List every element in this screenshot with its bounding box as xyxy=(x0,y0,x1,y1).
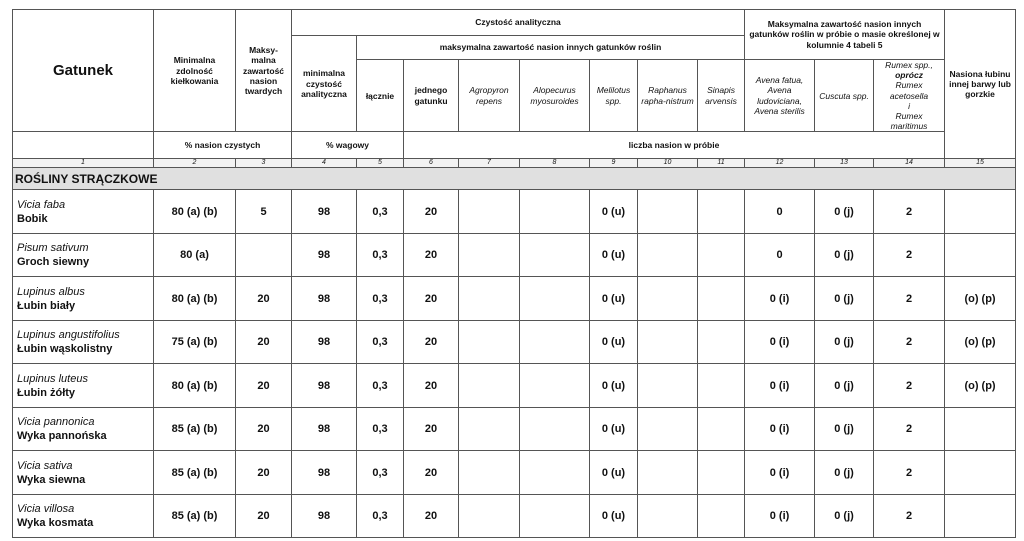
value-cuscuta: 0 (j) xyxy=(815,233,874,277)
rumex-line-3: Rumex acetosella xyxy=(889,80,929,101)
value-avena: 0 (i) xyxy=(745,320,815,364)
value-alopecurus xyxy=(520,277,590,321)
species-latin: Lupinus albus xyxy=(17,285,85,298)
value-raphanus xyxy=(638,233,698,277)
rumex-line-1: Rumex spp., xyxy=(885,60,933,70)
species-polish: Łubin żółty xyxy=(17,386,76,399)
value-single: 20 xyxy=(404,190,459,234)
value-total: 0,3 xyxy=(357,233,404,277)
species-polish: Groch siewny xyxy=(17,256,90,269)
header-min-purity: minimalna czystość analityczna xyxy=(292,36,357,132)
value-total: 0,3 xyxy=(357,364,404,408)
header-cuscuta: Cuscuta spp. xyxy=(815,60,874,132)
unit-pure-seeds: % nasion czystych xyxy=(154,132,292,159)
header-agropyron: Agropyron repens xyxy=(459,60,520,132)
species-latin: Pisum sativum xyxy=(17,242,89,255)
column-number: 10 xyxy=(638,159,698,168)
species-polish: Bobik xyxy=(17,212,48,225)
column-number: 8 xyxy=(520,159,590,168)
table-row xyxy=(13,320,1016,364)
species-latin: Vicia villosa xyxy=(17,503,75,516)
table-row xyxy=(13,494,1016,538)
value-single: 20 xyxy=(404,320,459,364)
column-number: 4 xyxy=(292,159,357,168)
value-cuscuta: 0 (j) xyxy=(815,364,874,408)
value-single: 20 xyxy=(404,494,459,538)
value-sinapis xyxy=(698,407,745,451)
header-single-species: jednego gatunku xyxy=(404,60,459,132)
species-latin: Lupinus angustifolius xyxy=(17,329,120,342)
header-sinapis: Sinapis arvensis xyxy=(698,60,745,132)
species-latin: Vicia sativa xyxy=(17,459,73,472)
species-cell xyxy=(13,277,154,321)
value-avena: 0 xyxy=(745,190,815,234)
value-cuscuta: 0 (j) xyxy=(815,190,874,234)
header-rumex xyxy=(874,60,945,132)
value-single: 20 xyxy=(404,407,459,451)
value-purity: 98 xyxy=(292,407,357,451)
species-cell xyxy=(13,364,154,408)
species-cell xyxy=(13,407,154,451)
value-rumex: 2 xyxy=(874,320,945,364)
value-lupin xyxy=(945,494,1016,538)
value-alopecurus xyxy=(520,407,590,451)
value-melilotus: 0 (u) xyxy=(590,451,638,495)
value-rumex: 2 xyxy=(874,407,945,451)
value-alopecurus xyxy=(520,190,590,234)
species-cell xyxy=(13,190,154,234)
value-sinapis xyxy=(698,451,745,495)
value-agropyron xyxy=(459,277,520,321)
value-sinapis xyxy=(698,364,745,408)
value-melilotus: 0 (u) xyxy=(590,320,638,364)
value-rumex: 2 xyxy=(874,277,945,321)
value-avena: 0 (i) xyxy=(745,407,815,451)
value-lupin xyxy=(945,233,1016,277)
value-hard xyxy=(236,233,292,277)
header-alopecurus: Alopecurus myosuroides xyxy=(520,60,590,132)
header-species: Gatunek xyxy=(13,10,154,132)
column-number: 11 xyxy=(698,159,745,168)
value-alopecurus xyxy=(520,233,590,277)
species-latin: Lupinus luteus xyxy=(17,372,88,385)
value-rumex: 2 xyxy=(874,451,945,495)
species-polish: Łubin biały xyxy=(17,299,76,312)
column-number: 5 xyxy=(357,159,404,168)
value-lupin: (o) (p) xyxy=(945,320,1016,364)
species-cell xyxy=(13,320,154,364)
unit-weight: % wagowy xyxy=(292,132,404,159)
column-number: 9 xyxy=(590,159,638,168)
value-total: 0,3 xyxy=(357,407,404,451)
column-number: 12 xyxy=(745,159,815,168)
value-alopecurus xyxy=(520,494,590,538)
value-germ: 80 (a) (b) xyxy=(154,190,236,234)
header-raphanus: Raphanus rapha-nistrum xyxy=(638,60,698,132)
column-number: 14 xyxy=(874,159,945,168)
value-cuscuta: 0 (j) xyxy=(815,277,874,321)
value-raphanus xyxy=(638,277,698,321)
header-max-other-species: maksymalna zawartość nasion innych gatunków roślin xyxy=(357,36,745,60)
species-latin: Vicia faba xyxy=(17,198,66,211)
value-purity: 98 xyxy=(292,451,357,495)
value-melilotus: 0 (u) xyxy=(590,190,638,234)
value-total: 0,3 xyxy=(357,277,404,321)
value-avena: 0 (i) xyxy=(745,451,815,495)
seed-requirements-document xyxy=(12,9,1016,538)
value-hard: 20 xyxy=(236,364,292,408)
value-melilotus: 0 (u) xyxy=(590,407,638,451)
value-single: 20 xyxy=(404,233,459,277)
value-agropyron xyxy=(459,233,520,277)
value-melilotus: 0 (u) xyxy=(590,277,638,321)
value-melilotus: 0 (u) xyxy=(590,364,638,408)
value-total: 0,3 xyxy=(357,320,404,364)
value-hard: 20 xyxy=(236,407,292,451)
value-rumex: 2 xyxy=(874,364,945,408)
value-agropyron xyxy=(459,407,520,451)
value-germ: 80 (a) (b) xyxy=(154,364,236,408)
value-germ: 75 (a) (b) xyxy=(154,320,236,364)
value-lupin: (o) (p) xyxy=(945,277,1016,321)
table-row xyxy=(13,451,1016,495)
value-sinapis xyxy=(698,320,745,364)
value-raphanus xyxy=(638,494,698,538)
table-row xyxy=(13,190,1016,234)
value-total: 0,3 xyxy=(357,451,404,495)
species-latin: Vicia pannonica xyxy=(17,416,95,429)
table-row xyxy=(13,364,1016,408)
value-avena: 0 (i) xyxy=(745,277,815,321)
value-cuscuta: 0 (j) xyxy=(815,320,874,364)
column-number: 15 xyxy=(945,159,1016,168)
unit-empty-cell xyxy=(13,132,154,159)
rumex-line-5: Rumex maritimus xyxy=(890,110,928,132)
value-purity: 98 xyxy=(292,277,357,321)
value-sinapis xyxy=(698,233,745,277)
header-lupin-colour: Nasiona łubinu innej barwy lub gorzkie xyxy=(945,10,1016,159)
section-title: ROŚLINY STRĄCZKOWE xyxy=(13,168,1016,190)
value-raphanus xyxy=(638,451,698,495)
species-cell xyxy=(13,451,154,495)
table-row xyxy=(13,233,1016,277)
rumex-line-2: oprócz xyxy=(895,70,923,81)
value-lupin xyxy=(945,451,1016,495)
value-raphanus xyxy=(638,190,698,234)
value-purity: 98 xyxy=(292,364,357,408)
column-number: 13 xyxy=(815,159,874,168)
header-total: łącznie xyxy=(357,60,404,132)
column-number: 3 xyxy=(236,159,292,168)
species-polish: Wyka kosmata xyxy=(17,517,94,530)
value-germ: 80 (a) xyxy=(154,233,236,277)
species-polish: Wyka pannońska xyxy=(17,430,107,443)
section-row xyxy=(13,168,1016,190)
value-single: 20 xyxy=(404,451,459,495)
value-purity: 98 xyxy=(292,190,357,234)
value-avena: 0 xyxy=(745,233,815,277)
value-sinapis xyxy=(698,494,745,538)
value-purity: 98 xyxy=(292,320,357,364)
value-hard: 20 xyxy=(236,320,292,364)
value-agropyron xyxy=(459,494,520,538)
species-cell xyxy=(13,494,154,538)
value-melilotus: 0 (u) xyxy=(590,494,638,538)
value-raphanus xyxy=(638,407,698,451)
header-avena: Avena fatua, Avena ludoviciana, Avena sterilis xyxy=(745,60,815,132)
value-lupin xyxy=(945,407,1016,451)
column-number: 1 xyxy=(13,159,154,168)
value-hard: 20 xyxy=(236,494,292,538)
value-purity: 98 xyxy=(292,233,357,277)
value-agropyron xyxy=(459,451,520,495)
value-rumex: 2 xyxy=(874,190,945,234)
value-single: 20 xyxy=(404,277,459,321)
header-melilotus: Melilotus spp. xyxy=(590,60,638,132)
value-rumex: 2 xyxy=(874,494,945,538)
value-sinapis xyxy=(698,190,745,234)
value-agropyron xyxy=(459,190,520,234)
column-number: 2 xyxy=(154,159,236,168)
value-single: 20 xyxy=(404,364,459,408)
header-max-in-sample: Maksymalna zawartość nasion innych gatunków roślin w próbie o masie określonej w kolumnie 4 tabeli 5 xyxy=(745,10,945,60)
value-alopecurus xyxy=(520,451,590,495)
value-melilotus: 0 (u) xyxy=(590,233,638,277)
value-hard: 5 xyxy=(236,190,292,234)
species-polish: Łubin wąskolistny xyxy=(17,343,113,356)
column-number: 7 xyxy=(459,159,520,168)
column-number: 6 xyxy=(404,159,459,168)
value-alopecurus xyxy=(520,320,590,364)
species-polish: Wyka siewna xyxy=(17,473,86,486)
value-avena: 0 (i) xyxy=(745,494,815,538)
table-row xyxy=(13,277,1016,321)
value-hard: 20 xyxy=(236,277,292,321)
value-raphanus xyxy=(638,320,698,364)
value-agropyron xyxy=(459,320,520,364)
rumex-line-4: i xyxy=(908,100,910,111)
value-sinapis xyxy=(698,277,745,321)
value-total: 0,3 xyxy=(357,190,404,234)
value-germ: 80 (a) (b) xyxy=(154,277,236,321)
value-cuscuta: 0 (j) xyxy=(815,494,874,538)
header-max-hard-seeds: Maksy-malna zawartość nasion twardych xyxy=(236,10,292,132)
unit-count: liczba nasion w próbie xyxy=(404,132,945,159)
value-hard: 20 xyxy=(236,451,292,495)
value-raphanus xyxy=(638,364,698,408)
value-agropyron xyxy=(459,364,520,408)
header-min-germination: Minimalna zdolność kiełkowania xyxy=(154,10,236,132)
value-avena: 0 (i) xyxy=(745,364,815,408)
header-purity-group: Czystość analityczna xyxy=(292,10,745,36)
value-lupin xyxy=(945,190,1016,234)
table-row xyxy=(13,407,1016,451)
value-total: 0,3 xyxy=(357,494,404,538)
value-purity: 98 xyxy=(292,494,357,538)
value-cuscuta: 0 (j) xyxy=(815,407,874,451)
value-lupin: (o) (p) xyxy=(945,364,1016,408)
value-germ: 85 (a) (b) xyxy=(154,451,236,495)
value-germ: 85 (a) (b) xyxy=(154,407,236,451)
value-alopecurus xyxy=(520,364,590,408)
column-numbers-row xyxy=(13,159,1016,168)
seed-requirements-table xyxy=(12,9,1016,538)
value-cuscuta: 0 (j) xyxy=(815,451,874,495)
species-cell xyxy=(13,233,154,277)
value-rumex: 2 xyxy=(874,233,945,277)
value-germ: 85 (a) (b) xyxy=(154,494,236,538)
